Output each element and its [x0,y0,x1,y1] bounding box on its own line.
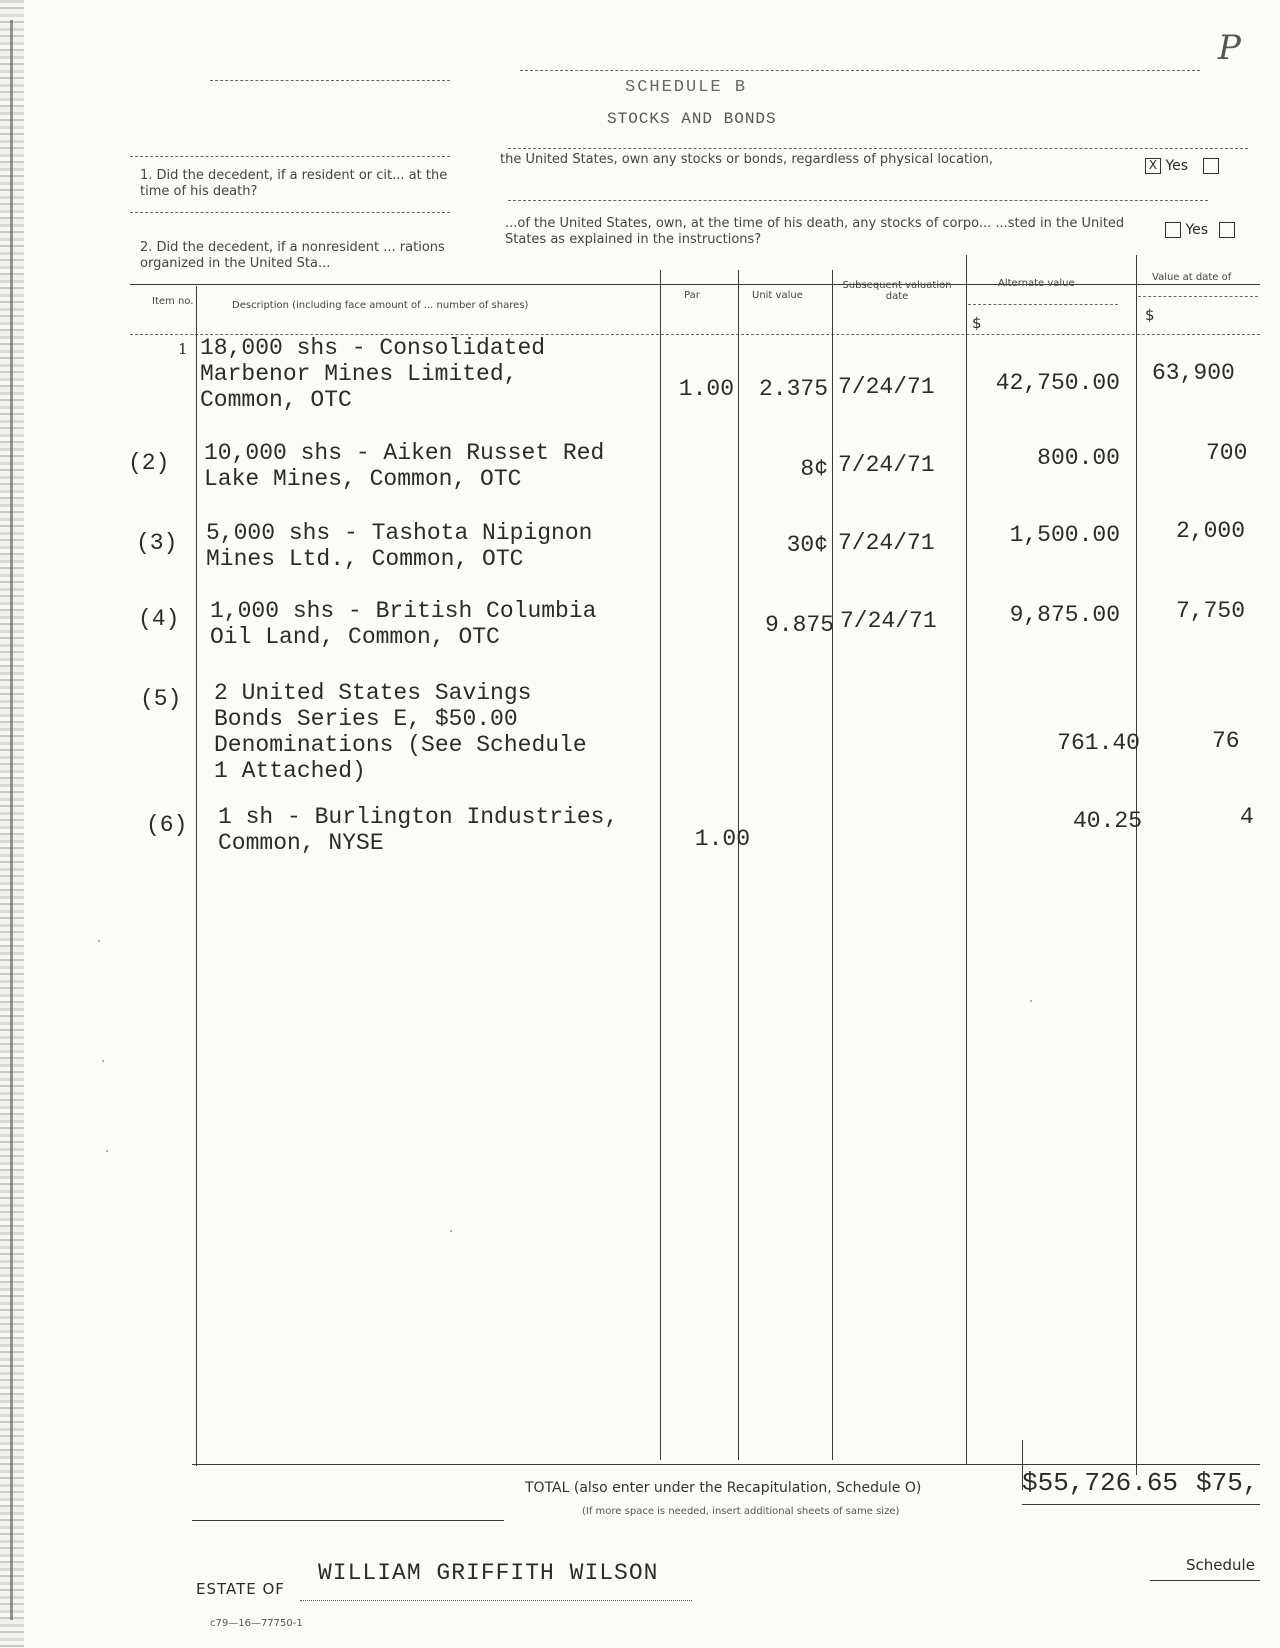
question-1-yes-checkbox[interactable]: X [1145,158,1161,174]
total-bottom-rule-left [192,1520,504,1521]
col-header-item: Item no. [152,296,194,307]
total-value-at-death: $75, [1196,1468,1259,1498]
form-code: c79—16—77750-1 [210,1618,303,1629]
question-2-answer [1165,222,1235,238]
question-2-yes-checkbox[interactable] [1165,222,1181,238]
table-top-rule [130,284,1260,285]
question-2-number: 2. [140,240,153,255]
question-1-left [140,168,460,200]
row-5-value-at-death: 76 [1212,728,1240,754]
alt-header-underline [968,304,1118,305]
schedule-subtitle: STOCKS AND BONDS [607,110,777,128]
col-rule-par [660,270,661,1460]
q-divider-mid-right [508,200,1208,201]
col-rule-death [1136,255,1137,1475]
row-4-desc-line-2: Oil Land, Common, OTC [210,624,500,650]
question-2-no-checkbox[interactable] [1219,222,1235,238]
question-1-left-text: Did the decedent, if a resident or cit... at the time of his death? [140,168,448,199]
total-top-rule [192,1464,1260,1465]
col-rule-alt [966,255,967,1465]
estate-label: ESTATE OF [196,1580,285,1598]
page-mark: P [1218,28,1241,68]
row-1-desc-line-3: Common, OTC [200,387,352,413]
row-6-desc-line-1: 1 sh - Burlington Industries, [218,804,619,830]
col-header-subsequent-date: Subsequent valuation date [842,280,952,302]
question-1-right-text: the United States, own any stocks or bonds, regardless of physical location, [500,152,994,167]
row-2-desc-line-1: 10,000 shs - Aiken Russet Red [204,440,605,466]
question-1-number: 1. [140,168,153,183]
row-4-unit-value: 9.875 [764,612,834,638]
row-3-item: (3) [136,530,178,556]
row-4-alternate-value: 9,875.00 [1009,602,1120,628]
total-note: (If more space is needed, insert additional sheets of same size) [582,1506,900,1517]
estate-name: WILLIAM GRIFFITH WILSON [318,1560,659,1586]
row-4-date: 7/24/71 [840,608,937,634]
row-2-date: 7/24/71 [838,452,935,478]
row-2-desc-line-2: Lake Mines, Common, OTC [204,466,522,492]
row-5-desc-line-2: Bonds Series E, $50.00 [214,706,518,732]
row-3-date: 7/24/71 [838,530,935,556]
col-header-unit-value: Unit value [752,290,803,301]
row-4-item: (4) [138,606,180,632]
row-1-desc-line-1: 18,000 shs - Consolidated [200,335,546,361]
row-1-unit-value: 2.375 [758,376,828,402]
scan-speck [106,1150,108,1152]
col-rule-item [196,286,197,1466]
row-4-value-at-death: 7,750 [1176,598,1246,624]
alt-currency-symbol: $ [972,314,982,332]
row-1-date: 7/24/71 [838,374,935,400]
header-dash-right [520,70,1200,71]
row-2-item: (2) [128,450,170,476]
row-5-item: (5) [140,686,182,712]
row-6-value-at-death: 4 [1240,804,1254,830]
death-currency-symbol: $ [1145,306,1155,324]
row-5-desc-line-4: 1 Attached) [214,758,366,784]
total-label: TOTAL (also enter under the Recapitulation, Schedule O) [525,1480,922,1496]
row-1-par: 1.00 [678,376,734,402]
row-2-value-at-death: 700 [1206,440,1248,466]
row-2-alternate-value: 800.00 [1037,445,1120,471]
row-5-desc-line-3: Denominations (See Schedule [214,732,587,758]
row-1-alternate-value: 42,750.00 [995,370,1120,396]
col-header-alternate-value: Alternate value [998,278,1075,289]
col-header-value-at-death: Value at date of [1152,272,1232,283]
scan-speck [102,1060,104,1062]
question-2-left-text: Did the decedent, if a nonresident ... rations organized in the United Sta... [140,240,445,271]
row-5-alternate-value: 761.40 [1057,730,1140,756]
row-6-par: 1.00 [694,826,750,852]
row-6-alternate-value: 40.25 [1072,808,1142,834]
row-3-desc-line-1: 5,000 shs - Tashota Nipignon [206,520,593,546]
row-1-desc-line-2: Marbenor Mines Limited, [200,361,518,387]
col-header-description: Description (including face amount of ... number of shares) [232,300,529,311]
binding-shadow [10,20,13,1620]
row-3-value-at-death: 2,000 [1176,518,1246,544]
col-rule-date [832,270,833,1460]
scan-speck [450,1230,452,1232]
question-2-left [140,240,460,272]
scan-speck [1030,1000,1032,1002]
schedule-footer-label: Schedule [1186,1556,1255,1574]
schedule-footer-rule [1150,1580,1260,1581]
q-divider-top-left [130,156,450,157]
schedule-title: SCHEDULE B [625,78,748,97]
row-2-unit-value: 8¢ [800,456,828,482]
question-2-right-text: ...of the United States, own, at the time of his death, any stocks of corpo... ...sted in the United States as explained in the instructions? [505,216,1125,247]
question-2-yes-label: Yes [1185,222,1209,238]
col-rule-unit [738,270,739,1460]
row-3-unit-value: 30¢ [786,532,828,558]
header-dash-left [210,80,450,81]
total-bottom-rule-right [1022,1504,1260,1505]
row-4-desc-line-1: 1,000 shs - British Columbia [210,598,597,624]
question-1-yes-label: Yes [1165,158,1189,174]
row-6-item: (6) [146,812,188,838]
total-alternate-value: $55,726.65 [1022,1468,1179,1498]
question-1-no-checkbox[interactable] [1203,158,1219,174]
row-1-value-at-death: 63,900 [1152,360,1235,386]
row-1-item: 1 [178,340,188,358]
death-header-underline [1138,296,1258,297]
q-divider-mid-left [130,212,450,213]
row-3-alternate-value: 1,500.00 [1009,522,1120,548]
row-6-desc-line-2: Common, NYSE [218,830,384,856]
scan-speck [98,940,100,942]
row-5-desc-line-1: 2 United States Savings [214,680,532,706]
row-3-desc-line-2: Mines Ltd., Common, OTC [206,546,524,572]
col-header-par: Par [684,290,700,301]
q-divider-top-right [508,148,1248,149]
question-1-answer [1145,158,1219,174]
